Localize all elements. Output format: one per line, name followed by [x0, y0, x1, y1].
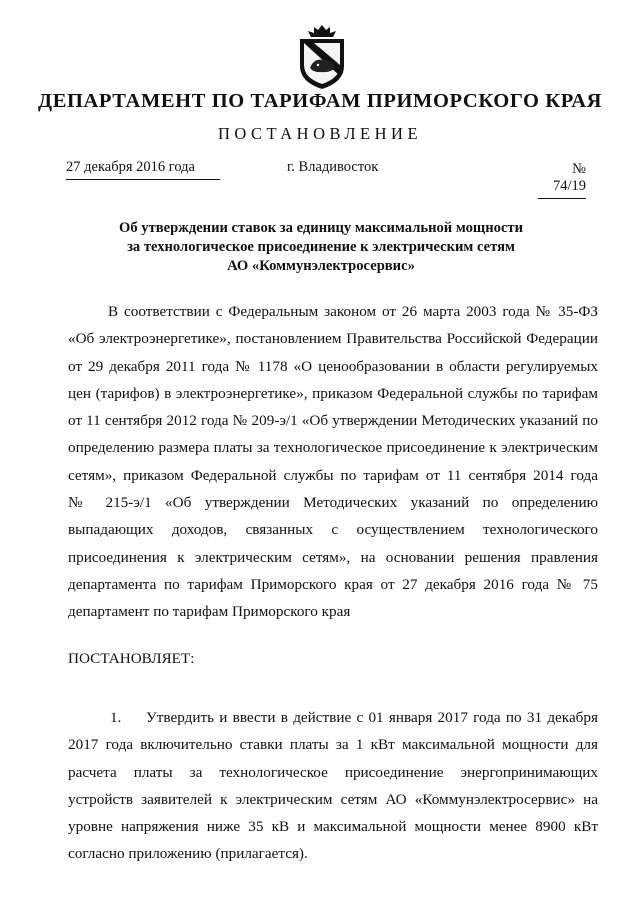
item-1-line: расчета платы за технологическое присоединение энергопринимающих [68, 763, 598, 781]
preamble-line: департамент по тарифам Приморского края [68, 603, 351, 621]
preamble-line: цен (тарифов) в электроэнергетике», приказом Федеральной службы по тарифам [68, 384, 598, 402]
document-type: ПОСТАНОВЛЕНИЕ [217, 124, 423, 143]
preamble-line: № 215-э/1 «Об утверждении Методических указаний по определению [68, 494, 598, 512]
item-1-first-text: Утвердить и ввести в действие с 01 января 2017 года по 31 декабря [146, 709, 598, 726]
preamble-line: от 11 сентября 2012 года № 209-э/1 «Об утверждении Методических указаний по [68, 412, 598, 430]
preamble-line: В соответствии с Федеральным законом от 26 марта 2003 года № 35-ФЗ [108, 303, 598, 320]
preamble-line: выпадающих доходов, связанных с осуществлением технологического [68, 521, 598, 539]
preamble-line: сетям», приказом Федеральной службы по тарифам от 11 сентября 2014 года [68, 466, 598, 484]
item-1-line: 2017 года включительно ставки платы за 1 кВт максимальной мощности для [68, 736, 598, 754]
document-title [80, 219, 562, 276]
item-1-line: согласно приложению (прилагается). [68, 845, 308, 863]
document-city: г. Владивосток [287, 159, 379, 175]
title-line: Об утверждении ставок за единицу максимальной мощности [119, 220, 523, 236]
preamble-paragraph [68, 298, 598, 626]
title-line: за технологическое присоединение к электрическим сетям [127, 239, 515, 255]
item-1-number: 1. [110, 709, 122, 726]
preamble-line: от 29 декабря 2011 года № 1178 «О ценообразовании в области регулируемых [68, 357, 598, 375]
item-1-paragraph [68, 704, 598, 868]
preamble-line: департамента по тарифам Приморского края от 27 декабря 2016 года № 75 [68, 575, 598, 593]
coat-of-arms-emblem [296, 24, 348, 90]
preamble-line: «Об электроэнергетике», постановлением Правительства Российской Федерации [68, 330, 598, 348]
item-1-line [68, 704, 598, 731]
item-1-line: уровне напряжения ниже 35 кВ и максимальной мощности менее 8900 кВт [68, 818, 598, 836]
title-line: АО «Коммунэлектросервис» [227, 258, 415, 274]
document-number: № 74/19 [538, 161, 586, 199]
document-date: 27 декабря 2016 года [66, 159, 220, 180]
item-1-line: устройств заявителей к электрическим сетям АО «Коммунэлектросервис» на [68, 790, 598, 808]
department-name: ДЕПАРТАМЕНТ ПО ТАРИФАМ ПРИМОРСКОГО КРАЯ [37, 90, 603, 112]
resolve-heading: ПОСТАНОВЛЯЕТ: [68, 650, 195, 667]
preamble-line: присоединения к электрическим сетям», на основании решения правления [68, 548, 598, 566]
preamble-line: определению размера платы за технологическое присоединение к электрическим [68, 439, 598, 457]
